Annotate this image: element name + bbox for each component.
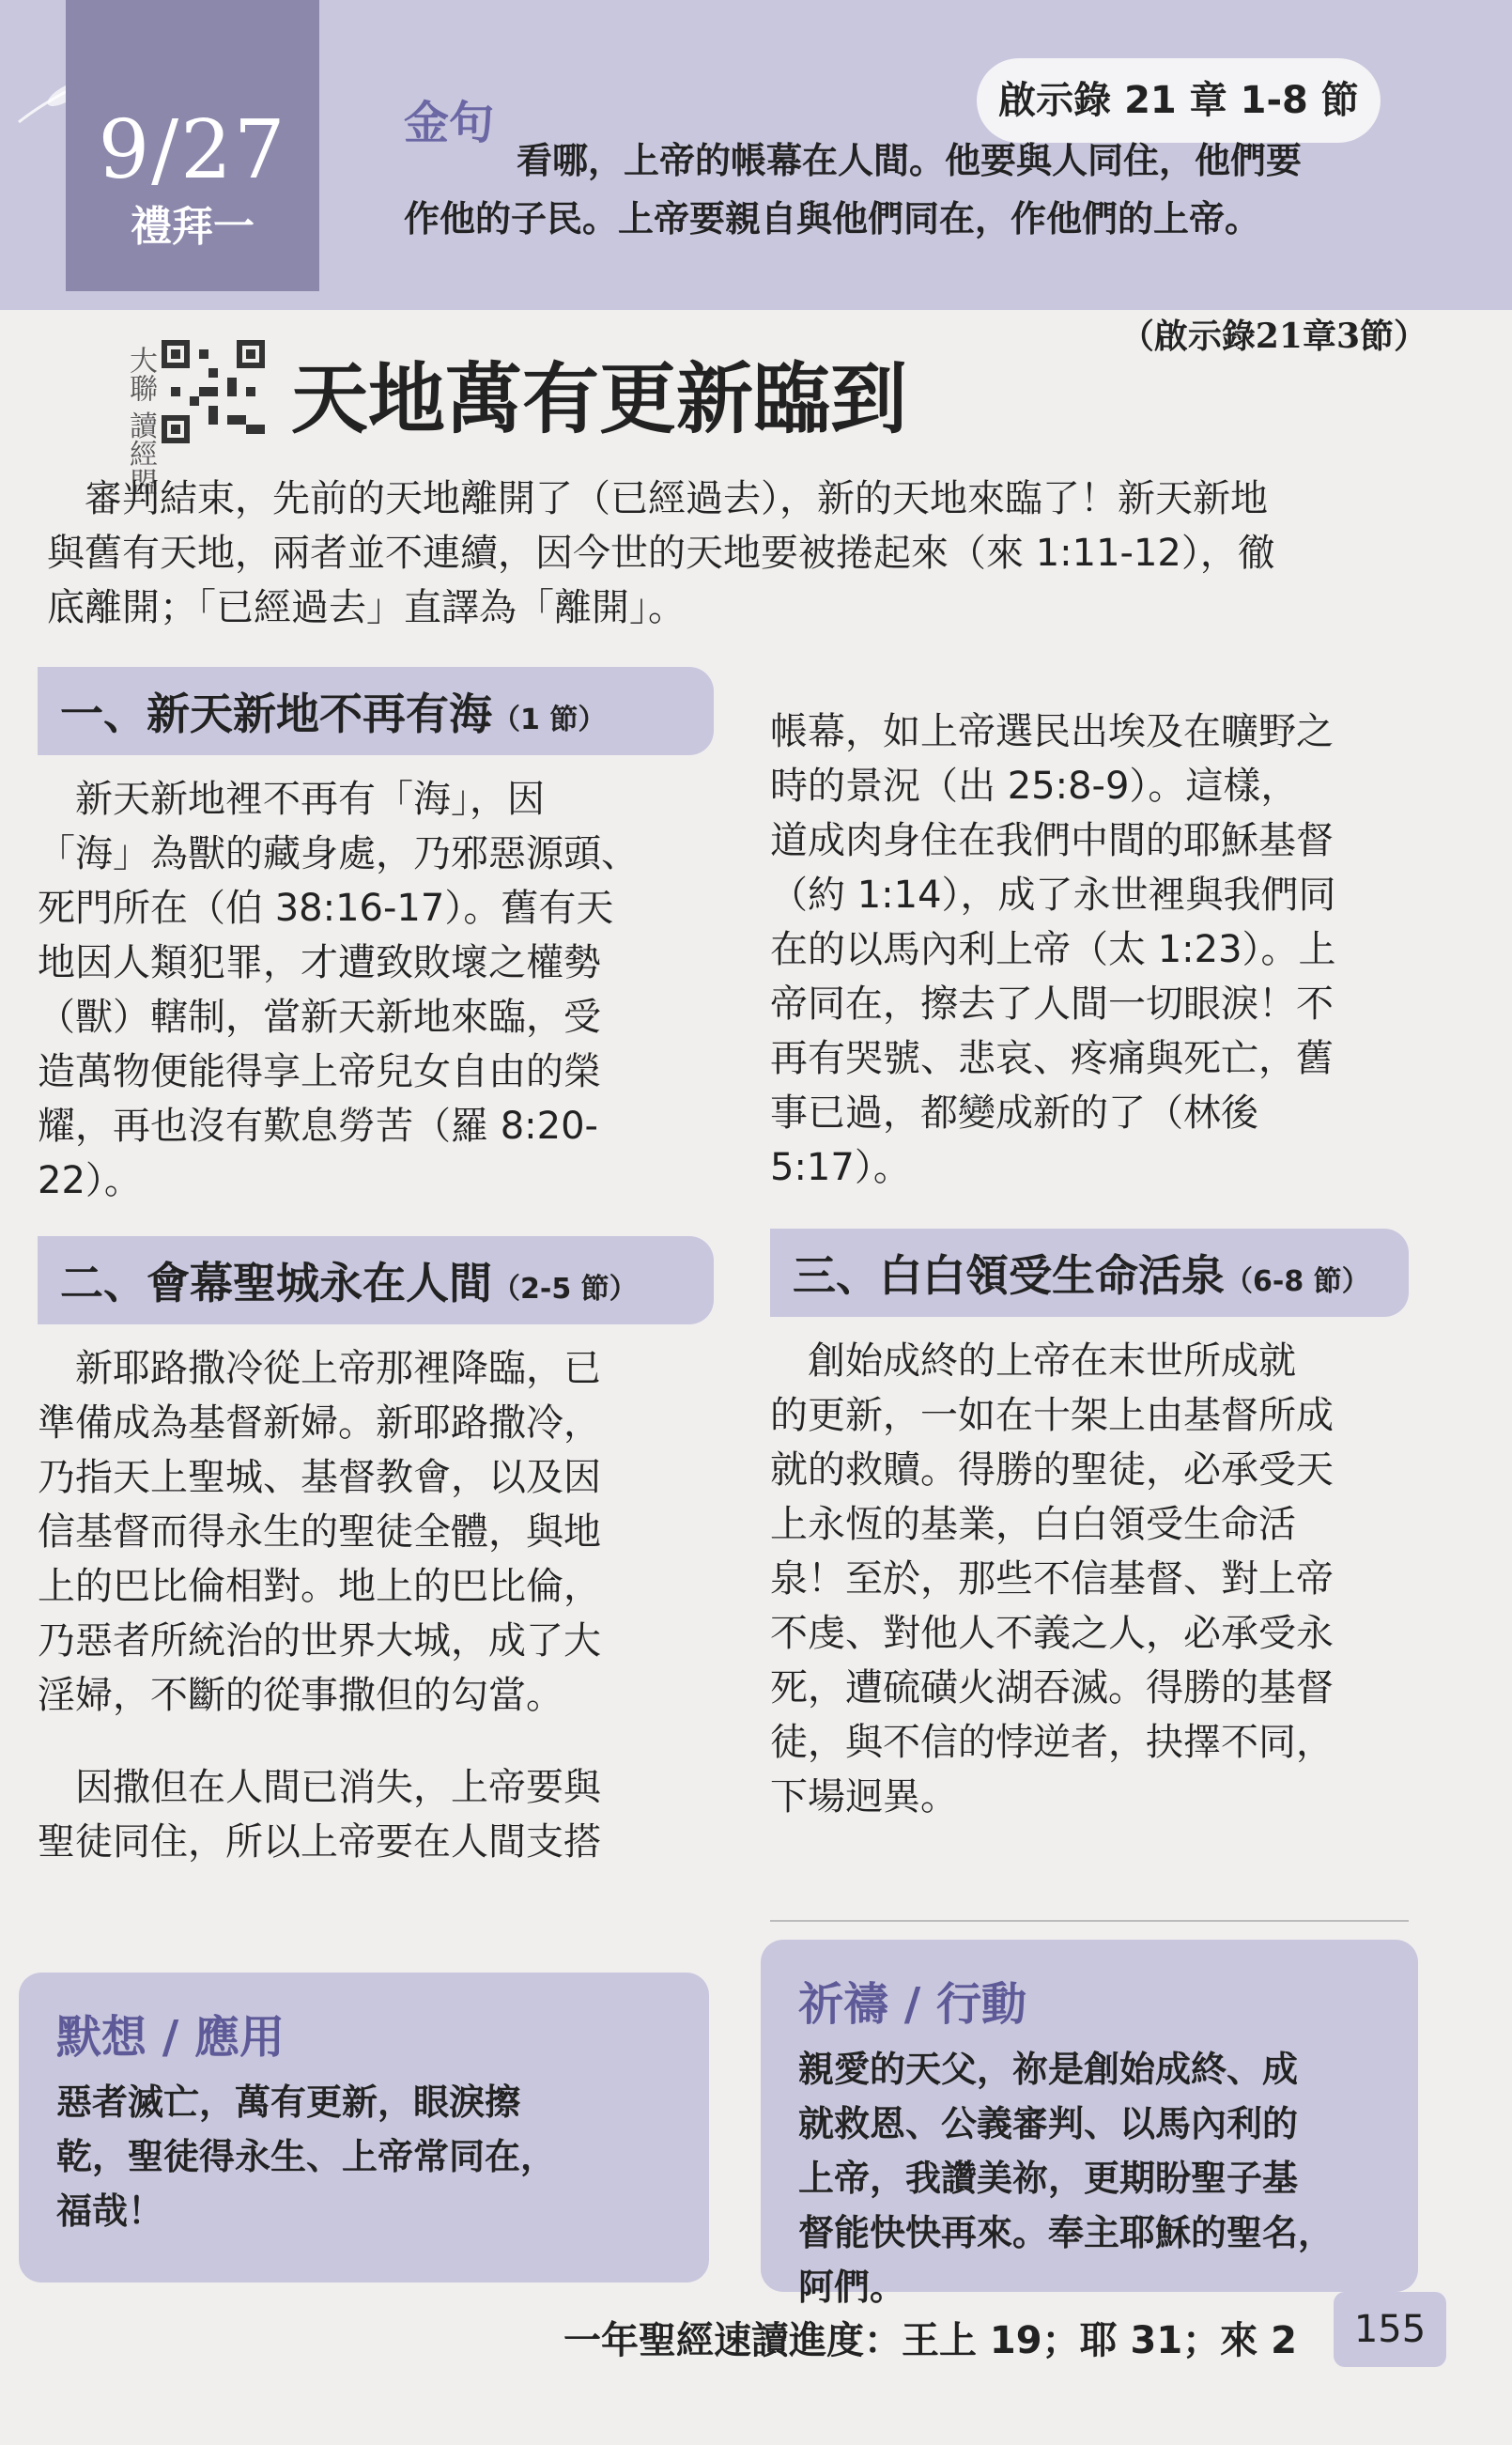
section-2-heading: 二、會幕聖城永在人間（2-5 節） <box>38 1236 714 1324</box>
section-2-paragraph: 新耶路撒冷從上帝那裡降臨，已 準備成為基督新婦。新耶路撒冷， 乃指天上聖城、基督教會，以及因 信基督而得永生的聖徒全體，與地 上的巴比倫相對。地上的巴比倫， 乃惡者所統治的世界大城，成了大 淫婦，不斷的從事撒但的勾當。 <box>38 1347 601 1717</box>
verse-line: 看哪，上帝的帳幕在人間。他要與人同住，他們要 <box>517 139 1303 181</box>
intro-line: 審判結束，先前的天地離開了（已經過去），新的天地來臨了！新天新地 <box>85 477 1268 520</box>
golden-verse-label: 金句 <box>404 97 495 149</box>
golden-verse <box>404 132 1427 248</box>
meditation-box <box>19 1973 709 2283</box>
weekday: 禮拜一 <box>131 203 255 251</box>
right-column <box>770 704 1409 2035</box>
intro-line: 底離開；「已經過去」直譯為「離開」。 <box>47 586 686 629</box>
section-2-continued: 帳幕，如上帝選民出埃及在曠野之 時的景況（出 25:8-9）。這樣， 道成肉身住在我們中間的耶穌基督 （約 1:14），成了永世裡與我們同 在的以馬內利上帝（太 1:23）。上 帝同在，擦去了人間一切眼淚！不 再有哭號、悲哀、疼痛與死亡，舊 事已過，都變成新的了（林後 5:17）。 <box>770 710 1336 1189</box>
qr-code-icon[interactable] <box>162 340 265 443</box>
meditation-heading: 默想 / 應用 <box>56 2011 285 2064</box>
reading-progress: 一年聖經速讀進度：王上 19；耶 31；來 2 <box>563 2319 1297 2362</box>
section-1-paragraph: 新天新地裡不再有「海」，因 「海」為獸的藏身處，乃邪惡源頭、 死門所在（伯 38:16-17）。舊有天 地因人類犯罪，才遭致敗壞之權勢 （獸）轄制，當新天新地來臨，受 造萬物便能得享上帝兒女自由的榮 耀，再也沒有歎息勞苦（羅 8:20- 22）。 <box>38 778 639 1202</box>
verse-reference: （啟示錄21章3節） <box>1119 317 1427 356</box>
section-1-heading: 一、新天新地不再有海（1 節） <box>38 667 714 755</box>
intro-line: 與舊有天地，兩者並不連續，因今世的天地要被捲起來（來 1:11-12），徹 <box>47 532 1275 575</box>
section-3-paragraph: 創始成終的上帝在末世所成就 的更新，一如在十架上由基督所成 就的救贖。得勝的聖徒，必承受天 上永恆的基業，白白領受生命活 泉！至於，那些不信基督、對上帝 不虔、對他人不義之人，必承受永 死，遭硫磺火湖吞滅。得勝的基督 徒，與不信的悖逆者，抉擇不同， 下場迥異。 <box>770 1339 1334 1818</box>
verse-line: 作他的子民。上帝要親自與他們同在，作他們的上帝。 <box>404 197 1261 240</box>
meditation-text: 惡者滅亡，萬有更新，眼淚擦 乾，聖徒得永生、上帝常同在， 福哉！ <box>56 2081 557 2232</box>
date: 9/27 <box>98 103 287 197</box>
page-number: 155 <box>1334 2292 1446 2367</box>
prayer-box <box>761 1940 1418 2308</box>
date-block <box>66 0 319 291</box>
section-3-heading: 三、白白領受生命活泉（6-8 節） <box>770 1229 1409 1317</box>
prayer-heading: 祈禱 / 行動 <box>798 1978 1026 2031</box>
section-2-paragraph: 因撒但在人間已消失，上帝要與 聖徒同住，所以上帝要在人間支搭 <box>38 1766 601 1864</box>
prayer-text: 親愛的天父，祢是創始成終、成 就救恩、公義審判、以馬內利的 上帝，我讚美祢，更期盼聖子基 督能快快再來。奉主耶穌的聖名， 阿們。 <box>798 2048 1335 2308</box>
reading-reference: 啟示錄 21 章 1-8 節 <box>977 58 1381 143</box>
intro-paragraph <box>47 472 1418 635</box>
left-column <box>38 667 714 1869</box>
page-title: 天地萬有更新臨到 <box>291 354 908 444</box>
qr-label: 大聯 讀經盟 <box>124 346 157 496</box>
